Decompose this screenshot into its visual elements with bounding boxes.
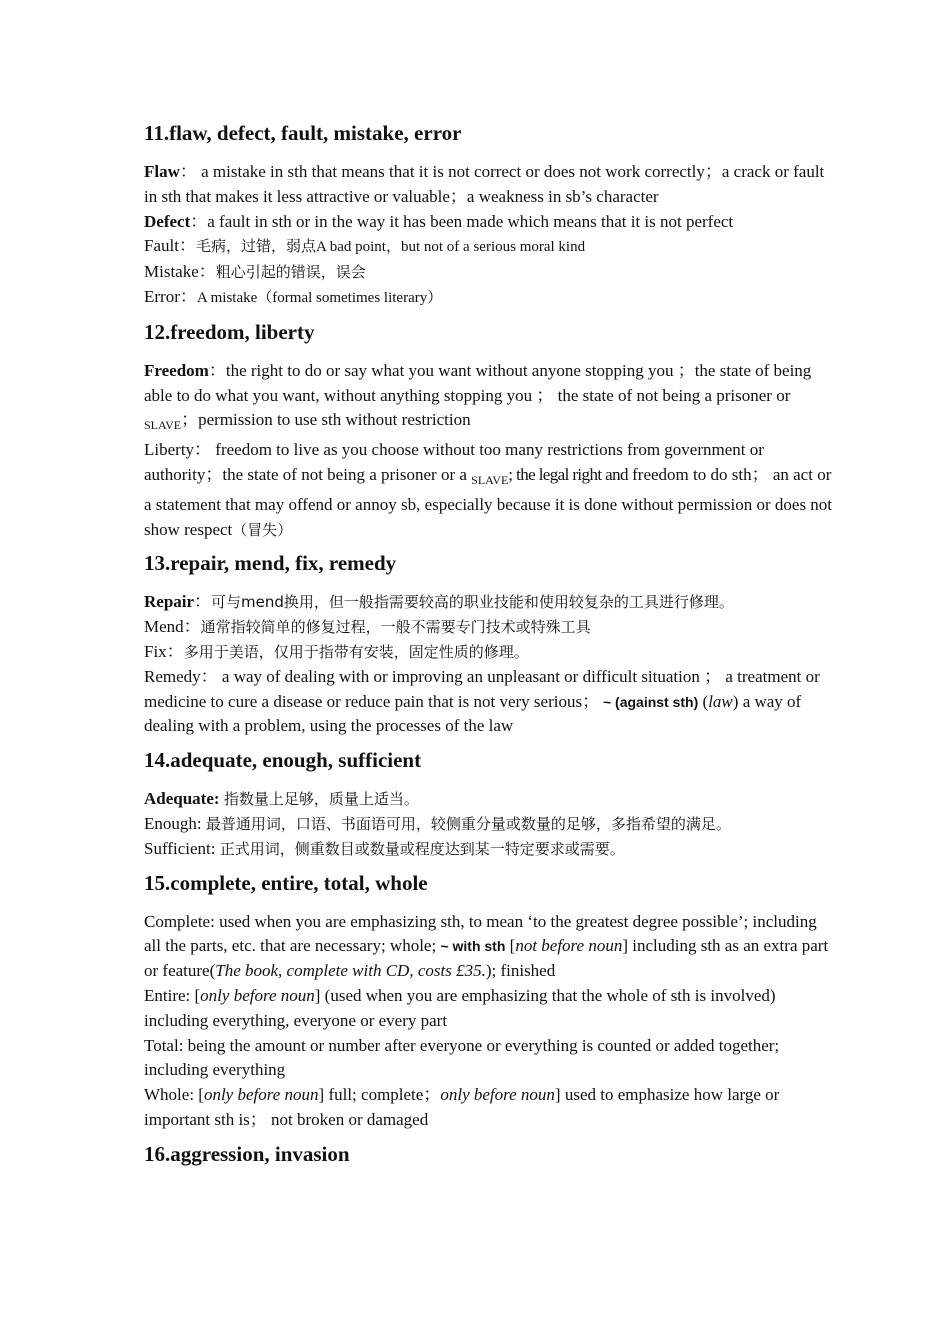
entry-enough — [144, 812, 834, 837]
definition-cn: 正式用词，侧重数目或数量或程度达到某一特定要求或需要。 — [219, 839, 625, 858]
example: The book, complete with CD, costs £35. — [215, 961, 486, 981]
section-heading: 15.complete, entire, total, whole — [144, 870, 428, 895]
entry-fix — [144, 640, 834, 665]
term: Fix： — [144, 641, 184, 661]
definition: a fault in sth or in the way it has been made which means that it is not perfect — [207, 211, 734, 231]
grammar-note: not before noun — [515, 936, 623, 956]
definition: a mistake in sth that means that it is not correct or does not work correctly；a crack or fault in sth that makes it less attractive or valuable；a weakness in sb’s character — [144, 162, 825, 206]
term: Mend： — [144, 617, 201, 637]
tilde: ~ — [599, 693, 616, 710]
definition: Whole: [ — [144, 1085, 204, 1105]
entry-mistake — [144, 260, 834, 285]
term: Repair — [144, 592, 195, 612]
entry-freedom — [144, 359, 834, 438]
term: Error： — [144, 286, 197, 306]
entry-defect — [144, 210, 834, 235]
entry-entire — [144, 984, 834, 1034]
definition: freedom to live as you choose without too many restrictions from government or authority；the state of not being a prisoner or a — [144, 440, 764, 484]
term: Freedom — [144, 360, 209, 380]
term: Remedy： — [144, 666, 218, 686]
section-12 — [144, 317, 834, 543]
term: Adequate: — [144, 789, 220, 809]
definition-cn: 可与mend换用，但一般指需要较高的职业技能和使用较复杂的工具进行修理。 — [211, 593, 734, 612]
term: Enough: — [144, 813, 202, 833]
definition-en: A bad point，but not of a serious moral kind — [315, 239, 586, 256]
entry-adequate — [144, 787, 834, 812]
section-16 — [144, 1139, 834, 1169]
grammar-note: only before noun — [440, 1085, 555, 1105]
entry-whole — [144, 1083, 834, 1133]
definition-cont: ] full; complete； — [318, 1085, 441, 1105]
term: Flaw — [144, 162, 180, 181]
definition: Entire: [ — [144, 985, 201, 1005]
definition-cn: （冒失） — [232, 520, 293, 539]
term: Sufficient: — [144, 838, 216, 858]
document-page — [144, 118, 834, 1181]
entry-mend — [144, 615, 834, 640]
term: Defect — [144, 211, 191, 231]
definition-cont: ); finished — [485, 961, 556, 981]
section-heading: 12.freedom, liberty — [144, 319, 315, 344]
term: Liberty： — [144, 440, 212, 460]
grammar-note: only before noun — [203, 1085, 319, 1105]
entry-error — [144, 285, 834, 311]
grammar-pattern: ~ with sth — [440, 938, 506, 955]
entry-complete: Complete: used when you are emphasizing sth, to mean ‘to the greatest degree possible’; including all the parts, etc. that are necessary; whole; ~ with sth [not before noun] including sth as an extra part or feature(The book, complete with CD, costs £35.); finished — [144, 911, 829, 981]
definition-cn: 粗心引起的错误，误会 — [215, 263, 366, 282]
definition: Complete: used when you are emphasizing sth, to mean ‘to the greatest degree possible’; including all the parts, etc. that are necessary; whole; — [144, 911, 817, 956]
separator: ： — [179, 162, 197, 181]
definition-cn: 毛病，过错，弱点 — [195, 237, 316, 256]
definition-cont: a way of dealing with a problem, using the processes of the law — [144, 691, 802, 736]
slave-smallcaps: SLAVE — [471, 472, 509, 487]
definition-cn: 指数量上足够，质量上适当。 — [223, 790, 419, 809]
term: Mistake： — [144, 262, 216, 282]
definition-cont: ; the legal right and — [508, 464, 628, 484]
definition-cn: 通常指较简单的修复过程，一般不需要专门技术或特殊工具 — [200, 618, 591, 637]
section-15 — [144, 868, 834, 1133]
separator: ： — [194, 592, 212, 612]
definition-cn: 最普通用词，口语、书面语可用，较侧重分量或数量的足够，多指希望的满足。 — [205, 814, 731, 833]
register-label: law — [708, 691, 733, 711]
definition-cont: ；permission to use sth without restriction — [181, 410, 471, 430]
section-heading: 11.flaw, defect, fault, mistake, error — [144, 121, 462, 145]
entry-remedy: Remedy： a way of dealing with or improving an unpleasant or difficult situation ； a treatment or medicine to cure a disease or reduce pain that is not very serious； ~ (against sth) (law) a way of dealing with a problem, using the processes of the law — [144, 666, 820, 736]
definition-cont: ] used to emphasize how large or important sth is； not broken or damaged — [144, 1085, 780, 1129]
definition-cn: 多用于美语，仅用于指带有安装，固定性质的修理。 — [183, 642, 529, 661]
entry-repair — [144, 590, 834, 615]
entry-sufficient — [144, 837, 834, 862]
entry-liberty — [144, 438, 834, 542]
section-heading: 16.aggression, invasion — [144, 1141, 350, 1166]
definition: a way of dealing with or improving an unpleasant or difficult situation ； a treatment or medicine to cure a disease or reduce pain that is not very serious； — [144, 666, 820, 711]
definition-en: A mistake（formal sometimes literary） — [196, 289, 443, 306]
section-11 — [144, 118, 834, 311]
definition-cont: freedom to do sth； an act or a statement that may offend or annoy sb, especially because it is done without permission or does not show respect — [144, 464, 833, 539]
entry-fault — [144, 234, 834, 260]
grammar-pattern: (against sth) — [615, 693, 699, 710]
definition: Total: being the amount or number after everyone or everything is counted or added together; including everything — [144, 1035, 780, 1080]
slave-smallcaps: SLAVE — [144, 418, 182, 433]
section-heading: 14.adequate, enough, sufficient — [144, 748, 422, 773]
entry-total — [144, 1034, 834, 1084]
section-heading: 13.repair, mend, fix, remedy — [144, 551, 397, 576]
section-13 — [144, 548, 834, 739]
entry-flaw — [144, 160, 834, 210]
separator: ： — [190, 211, 208, 231]
definition: ：the right to do or say what you want without anyone stopping you ；the state of being able to do what you want, without anything stopping you ； the state of not being a prisoner or — [144, 360, 812, 405]
definition-cont: ] including sth as an extra part or feature( — [144, 936, 829, 981]
definition-cont: ] (used when you are emphasizing that the whole of sth is involved) including everything, everyone or every part — [144, 985, 776, 1030]
term: Fault： — [144, 236, 196, 256]
grammar-note: only before noun — [200, 985, 315, 1005]
section-14 — [144, 745, 834, 861]
